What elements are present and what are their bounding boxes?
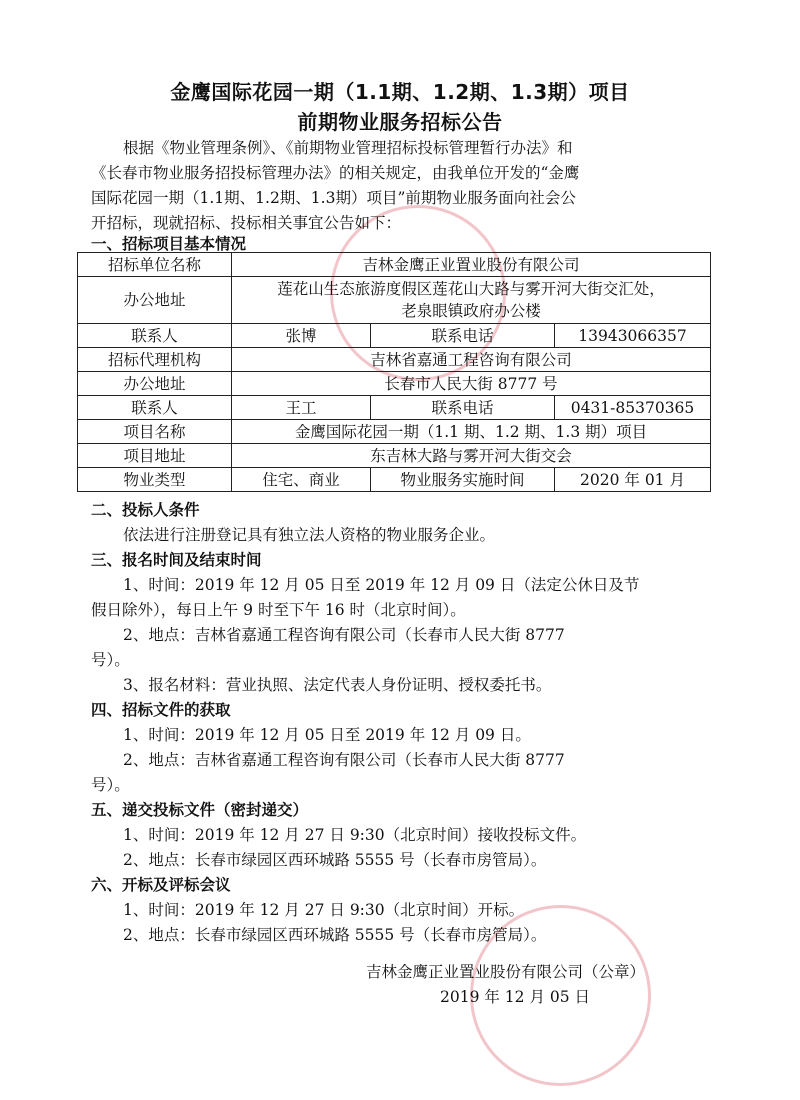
section-3-item-2a: 2、地点：吉林省嘉通工程咨询有限公司（长春市人民大街 8777 (123, 626, 565, 644)
table-row (78, 396, 711, 420)
table-label: 招标代理机构 (78, 348, 232, 372)
table-label: 项目名称 (78, 420, 232, 444)
intro-line-3: 国际花园一期（1.1期、1.2期、1.3期）项目”前期物业服务面向社会公 (91, 189, 576, 207)
section-4-item-2a: 2、地点：吉林省嘉通工程咨询有限公司（长春市人民大街 8777 (123, 751, 565, 769)
table-value (232, 277, 711, 324)
intro-line-4: 开招标，现就招标、投标相关事宜公告如下： (91, 214, 402, 232)
table-row (78, 444, 711, 468)
service-start-date: 2020 年 01 月 (555, 468, 711, 492)
project-info-table (77, 252, 711, 492)
signature-organization: 吉林金鹰正业置业股份有限公司（公章） (366, 963, 646, 981)
section-4-item-2b: 号）。 (91, 776, 130, 794)
office-address-line-2: 老泉眼镇政府办公楼 (401, 302, 541, 320)
table-label: 办公地址 (78, 372, 232, 396)
table-value: 东吉林大路与雾开河大街交会 (232, 444, 711, 468)
section-1-heading: 一、招标项目基本情况 (91, 235, 247, 253)
contact-person: 张博 (232, 324, 371, 348)
table-label: 办公地址 (78, 277, 232, 324)
table-label: 联系人 (78, 396, 232, 420)
section-3-heading: 三、报名时间及结束时间 (91, 551, 262, 569)
table-value: 吉林省嘉通工程咨询有限公司 (232, 348, 711, 372)
table-label: 联系电话 (371, 396, 555, 420)
section-5-item-1: 1、时间：2019 年 12 月 27 日 9:30（北京时间）接收投标文件。 (123, 826, 587, 844)
title-line-2: 前期物业服务招标公告 (297, 110, 503, 134)
table-label: 招标单位名称 (78, 253, 232, 277)
table-row (78, 420, 711, 444)
contact-phone: 0431-85370365 (555, 396, 711, 420)
table-row (78, 372, 711, 396)
signature-date: 2019 年 12 月 05 日 (440, 988, 591, 1006)
section-3-item-3: 3、报名材料：营业执照、法定代表人身份证明、授权委托书。 (123, 676, 552, 694)
section-4-heading: 四、招标文件的获取 (91, 701, 231, 719)
table-row (78, 253, 711, 277)
section-6-item-2: 2、地点：长春市绿园区西环城路 5555 号（长春市房管局）。 (123, 926, 547, 944)
section-3-item-2b: 号）。 (91, 651, 130, 669)
table-label: 物业类型 (78, 468, 232, 492)
table-value: 吉林金鹰正业置业股份有限公司 (232, 253, 711, 277)
table-row (78, 468, 711, 492)
table-row (78, 277, 711, 324)
title-line-1: 金鹰国际花园一期（1.1期、1.2期、1.3期）项目 (170, 80, 630, 104)
section-3-item-1b: 假日除外），每日上午 9 时至下午 16 时（北京时间）。 (91, 601, 466, 619)
section-4-item-1: 1、时间：2019 年 12 月 05 日至 2019 年 12 月 09 日。 (123, 726, 531, 744)
section-5-heading: 五、递交投标文件（密封递交） (91, 801, 309, 819)
table-value: 金鹰国际花园一期（1.1 期、1.2 期、1.3 期）项目 (232, 420, 711, 444)
section-6-heading: 六、开标及评标会议 (91, 876, 231, 894)
intro-line-1: 根据《物业管理条例》、《前期物业管理招标投标管理暂行办法》和 (123, 139, 573, 157)
section-6-item-1: 1、时间：2019 年 12 月 27 日 9:30（北京时间）开标。 (123, 901, 525, 919)
contact-person: 王工 (232, 396, 371, 420)
table-value: 长春市人民大街 8777 号 (232, 372, 711, 396)
table-row (78, 324, 711, 348)
section-2-text: 依法进行注册登记具有独立法人资格的物业服务企业。 (123, 526, 496, 544)
section-3-item-1a: 1、时间：2019 年 12 月 05 日至 2019 年 12 月 09 日（法定公休日及节 (123, 576, 640, 594)
table-row (78, 348, 711, 372)
section-5-item-2: 2、地点：长春市绿园区西环城路 5555 号（长春市房管局）。 (123, 851, 547, 869)
property-type: 住宅、商业 (232, 468, 371, 492)
table-label: 项目地址 (78, 444, 232, 468)
intro-line-2: 《长春市物业服务招投标管理办法》的相关规定，由我单位开发的“金鹰 (91, 164, 580, 182)
section-2-heading: 二、投标人条件 (91, 501, 200, 519)
contact-phone: 13943066357 (555, 324, 711, 348)
table-label: 联系人 (78, 324, 232, 348)
table-label: 物业服务实施时间 (371, 468, 555, 492)
table-label: 联系电话 (371, 324, 555, 348)
office-address-line-1: 莲花山生态旅游度假区莲花山大路与雾开河大街交汇处， (277, 280, 665, 298)
